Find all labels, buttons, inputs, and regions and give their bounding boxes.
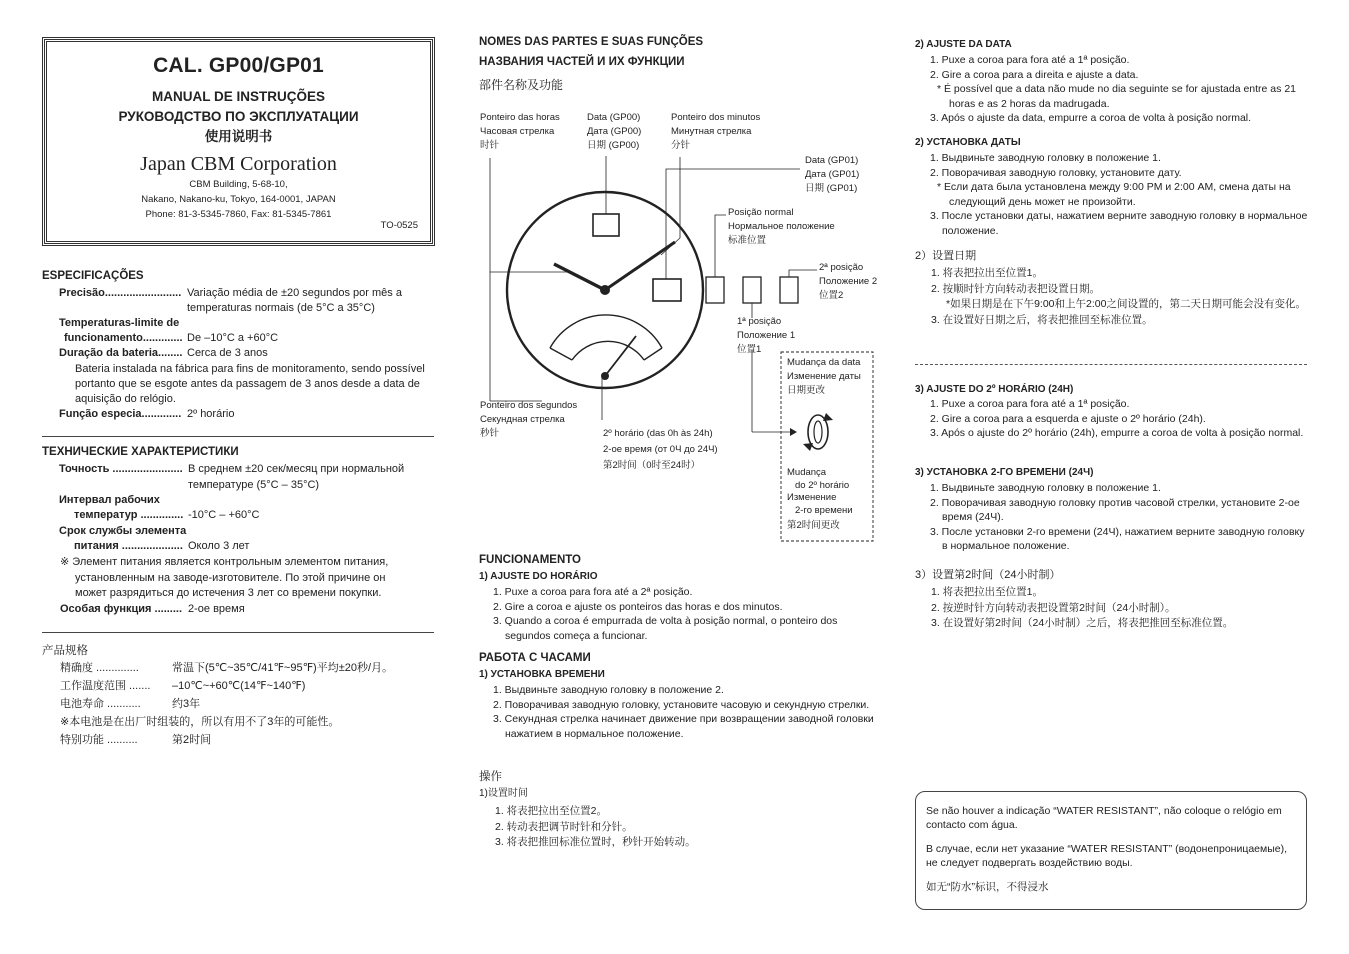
st-zh-heading: 3）设置第2时间（24小时制） — [915, 569, 1061, 581]
spec-ru-precision-value-2: температуре (5°C – 35°C) — [188, 479, 320, 491]
spec-pt-battery-note-1: Bateria instalada na fábrica para fins de monitoramento, sendo possível — [75, 363, 425, 375]
st-ru-heading: 3) УСТАНОВКА 2-ГО ВРЕМЕНИ (24Ч) — [915, 467, 1094, 478]
spec-pt-precision-value-2: temperaturas normais (de 5°C a 35°C) — [187, 302, 375, 314]
manual-subtitle-pt: MANUAL DE INSTRUÇÕES — [151, 89, 325, 104]
crown-normal — [706, 277, 724, 303]
spec-pt-precision-label: Precisão......................... — [59, 287, 182, 299]
spec-pt-temp-label-2: funcionamento............. — [64, 332, 183, 344]
manual-subtitle-zh: 使用说明书 — [204, 129, 273, 144]
spec-pt-temp-label: Temperaturas-limite de — [59, 317, 180, 329]
spec-ru-battery-value: Около 3 лет — [188, 540, 250, 552]
spec-pt-function-value: 2º horário — [187, 408, 235, 420]
date-pt-heading: 2) AJUSTE DA DATA — [915, 39, 1012, 50]
dashed-divider — [915, 364, 1307, 365]
hour-hand — [554, 264, 605, 290]
spec-pt-temp-value: De –10°C a +60°C — [187, 332, 279, 344]
spec-pt-precision-value: Variação média de ±20 segundos por mês a — [187, 287, 402, 299]
spec-zh-heading: 产品规格 — [42, 645, 88, 657]
date-ru-heading: 2) УСТАНОВКА ДАТЫ — [915, 137, 1021, 148]
func-zh-heading: 操作 — [479, 771, 502, 783]
label-date-gp00: Data (GP00) Дата (GP00) 日期 (GP00) — [587, 112, 642, 151]
st-pt-heading: 3) AJUSTE DO 2º HORÁRIO (24H) — [915, 384, 1074, 395]
label-second-time-change: Mudança do 2º horário Изменение 2-го времени 第2时间更改 — [787, 467, 853, 531]
spec-zh-note: ※本电池是在出厂时组装的，所以有用不了3年的可能性。 — [60, 716, 340, 728]
spec-ru-precision-label: Точность ....................... — [59, 463, 183, 475]
spec-zh-battery-value: 约3年 — [172, 698, 201, 710]
spec-pt-battery-label: Duração da bateria........ — [59, 347, 183, 359]
spec-ru-temp-value: -10°C – +60°C — [188, 509, 260, 521]
spec-ru-temp-label-2: температур .............. — [74, 509, 184, 521]
label-hour-hand: Ponteiro das horas Часовая стрелка 时针 — [480, 112, 560, 151]
st-pt-list: 1. Puxe a coroa para fora até a 1ª posição. 2. Gire a coroa para a esquerda e ajuste o 2º horário (24h). 3. Após o ajuste do 2º horário (24h), empurre a coroa de volta à posição normal. — [930, 398, 1304, 439]
address-line-1: CBM Building, 5-68-10, — [189, 179, 288, 190]
crown-position-1 — [743, 277, 761, 303]
spec-pt-function-label: Função especia............. — [59, 408, 182, 420]
spec-zh-temp-value: –10℃~+60℃(14℉~140℉) — [172, 680, 306, 692]
spec-ru-function-value: 2-ое время — [188, 603, 245, 615]
date-window-gp01 — [653, 279, 681, 301]
func-ru-subheading: 1) УСТАНОВКА ВРЕМЕНИ — [479, 669, 605, 680]
spec-zh-precision-label: 精确度 .............. — [60, 662, 139, 674]
spec-zh-temp-label: 工作温度范围 ....... — [60, 680, 151, 692]
document-code: TO-0525 — [380, 220, 418, 231]
parts-heading-pt: NOMES DAS PARTES E SUAS FUNÇÕES — [479, 36, 704, 48]
spec-pt-battery-value: Cerca de 3 anos — [187, 347, 268, 359]
spec-pt-battery-note-3: aquisição do relógio. — [75, 393, 176, 405]
date-window-gp00 — [593, 214, 619, 236]
label-minute-hand: Ponteiro dos minutos Минутная стрелка 分针 — [671, 112, 761, 151]
date-pt-list: 1. Puxe a coroa para fora até a 1ª posição. 2. Gire a coroa para a direita e ajuste a data. * É possível que a data não mude no dia seguinte se for ajustada entre as 21 horas e as 2 horas da madrugada. 3. Após o ajuste da data, empurre a coroa de volta à posição normal. — [930, 54, 1296, 124]
water-notice-ru: В случае, если нет указание “WATER RESISTANT” (водонепроницаемые), не следует подвергать воздействию воды. — [926, 843, 1288, 869]
spec-zh-function-value: 第2时间 — [172, 734, 212, 746]
label-second-hand: Ponteiro dos segundos Секундная стрелка 秒针 — [480, 400, 578, 439]
label-normal-position: Posição normal Нормальное положение 标准位置 — [728, 207, 835, 246]
date-zh-list: 1. 将表把拉出至位置1。 2. 按顺时针方向转动表把设置日期。 *如果日期是在下午9:00和上午2:00之间设置的，第二天日期可能会没有变化。 3. 在设置好日期之后，将表把推回至标准位置。 — [931, 267, 1306, 326]
st-zh-list: 1. 将表把拉出至位置1。 2. 按逆时针方向转动表把设置第2时间（24小时制）。 3. 在设置好第2时间（24小时制）之后，将表把推回至标准位置。 — [931, 586, 1234, 629]
water-notice-zh: 如无“防水”标识，不得浸水 — [926, 881, 1049, 893]
parts-heading-ru: НАЗВАНИЯ ЧАСТЕЙ И ИХ ФУНКЦИИ — [479, 56, 685, 68]
func-ru-list: 1. Выдвиньте заводную головку в положение 2. 2. Поворачивая заводную головку, установите часовую и секундную стрелки. 3. Секундная стрелка начинает движение при возвращении заводной головки нажатием в нормальное положение. — [493, 684, 874, 740]
func-ru-heading: РАБОТА С ЧАСАМИ — [479, 652, 591, 664]
subdial-arc-outer — [550, 315, 662, 348]
water-resistance-notice — [915, 791, 1307, 910]
spec-ru-heading: ТЕХНИЧЕСКИЕ ХАРАКТЕРИСТИКИ — [42, 446, 239, 458]
subdial-arc-inner — [572, 341, 644, 360]
spec-ru-battery-label-2: питания .................... — [74, 540, 183, 552]
label-position-2: 2ª posição Положение 2 位置2 — [819, 262, 878, 301]
spec-pt-heading: ESPECIFICAÇÕES — [42, 270, 144, 282]
minute-hand — [605, 242, 675, 290]
title-box — [42, 37, 435, 246]
water-notice-pt: Se não houver a indicação “WATER RESISTANT”, não coloque o relógio em contacto com água. — [926, 805, 1282, 831]
manual-subtitle-ru: РУКОВОДСТВО ПО ЭКСПЛУАТАЦИИ — [118, 109, 359, 124]
spec-ru-precision-value: В среднем ±20 сек/месяц при нормальной — [188, 463, 405, 475]
spec-ru-note-1: ※ Элемент питания является контрольным элементом питания, — [60, 556, 389, 568]
spec-ru-battery-label: Срок службы элемента — [59, 525, 187, 537]
spec-zh-battery-label: 电池寿命 ........... — [60, 698, 141, 710]
spec-zh-precision-value: 常温下(5℃~35℃/41℉~95℉)平均±20秒/月。 — [172, 662, 394, 674]
phone-fax: Phone: 81-3-5345-7860, Fax: 81-5345-7861 — [145, 209, 332, 220]
spec-ru-function-label: Особая функция ......... — [60, 603, 183, 615]
label-date-change: Mudança da data Изменение даты 日期更改 — [787, 357, 861, 396]
st-ru-list: 1. Выдвиньте заводную головку в положение 1. 2. Поворачивая заводную головку против часовой стрелки, установите 2-ое время (24Ч). 3. После установки 2-го времени (24Ч), нажатием верните заводную головку в нормальное положение. — [930, 482, 1305, 552]
parts-heading-zh: 部件名称及功能 — [479, 78, 564, 92]
label-second-time: 2º horário (das 0h às 24h) 2-ое время (от 0Ч до 24Ч) 第2时间（0时至24时） — [603, 428, 718, 471]
spec-zh-function-label: 特别功能 .......... — [60, 734, 138, 746]
spec-ru-note-2: установленным на заводе-изготовителе. По этой причине он — [75, 572, 386, 584]
address-line-2: Nakano, Nakano-ku, Tokyo, 164-0001, JAPAN — [141, 194, 336, 205]
func-zh-subheading: 1)设置时间 — [479, 788, 528, 799]
divider — [42, 436, 434, 437]
func-pt-list: 1. Puxe a coroa para fora até a 2ª posição. 2. Gire a coroa e ajuste os ponteiros das horas e dos minutos. 3. Quando a coroa é empurrada de volta à posição normal, o ponteiro dos segundos começa a funcionar. — [493, 586, 838, 642]
label-position-1: 1ª posição Положение 1 位置1 — [737, 316, 796, 355]
company-logo: Japan CBM Corporation — [140, 153, 337, 175]
func-pt-heading: FUNCIONAMENTO — [479, 554, 582, 566]
func-pt-subheading: 1) AJUSTE DO HORÁRIO — [479, 571, 598, 582]
func-zh-list: 1. 将表把拉出至位置2。 2. 转动表把调节时针和分针。 3. 将表把推回标准位置时，秒针开始转动。 — [495, 805, 696, 848]
manual-title: CAL. GP00/GP01 — [153, 54, 324, 77]
spec-ru-note-3: может разрядиться до истечения 3 лет со времени покупки. — [75, 587, 382, 599]
date-zh-heading: 2）设置日期 — [915, 250, 977, 262]
spec-ru-temp-label: Интервал рабочих — [59, 494, 160, 506]
spec-pt-battery-note-2: portanto que se esgote antes da passagem de 3 anos desde a data de — [75, 378, 420, 390]
date-ru-list: 1. Выдвиньте заводную головку в положение 1. 2. Поворачивая заводную головку, установите дату. * Если дата была установлена между 9:00 PM и 2:00 AM, смена даты на следующий день может не произойти. 3. После установки даты, нажатием верните заводную головку в нормальное положение. — [930, 152, 1308, 237]
divider — [42, 632, 434, 633]
crown-position-2 — [780, 277, 798, 303]
label-date-gp01: Data (GP01) Дата (GP01) 日期 (GP01) — [805, 155, 860, 194]
